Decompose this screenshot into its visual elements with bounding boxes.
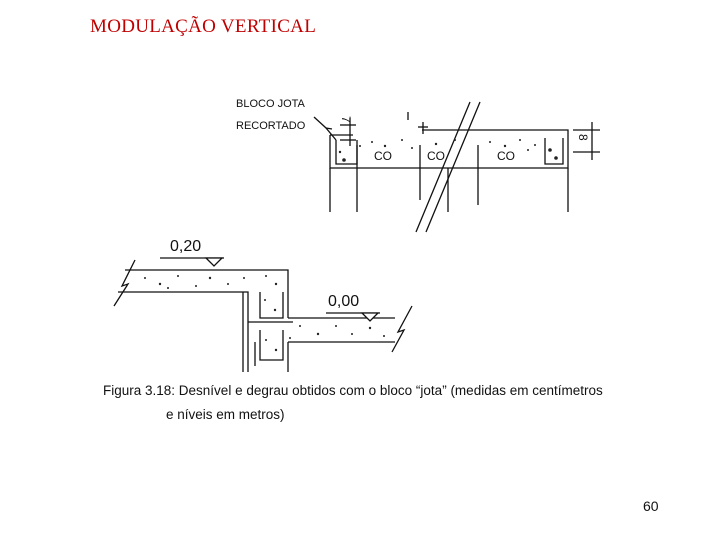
grout-dots bbox=[144, 139, 558, 351]
label-bloco-jota: BLOCO JOTA bbox=[236, 98, 305, 110]
label-recortado: RECORTADO bbox=[236, 120, 306, 132]
label-level-low: 0,00 bbox=[328, 293, 360, 310]
level-marker-low bbox=[326, 313, 380, 321]
break-lines bbox=[416, 102, 480, 232]
dim-8-line bbox=[573, 122, 600, 160]
top-block-course bbox=[330, 130, 568, 212]
label-co-1: CO bbox=[374, 149, 392, 163]
slide-title: MODULAÇÃO VERTICAL bbox=[90, 16, 317, 37]
label-dim-7: 7 bbox=[339, 116, 353, 123]
figure-caption-line1: Figura 3.18: Desnível e degrau obtidos com o bloco “jota” (medidas em centímetros bbox=[103, 383, 603, 398]
label-co-2: CO bbox=[427, 149, 445, 163]
label-co-3: CO bbox=[497, 149, 515, 163]
leader-recortado bbox=[314, 117, 336, 140]
level-marker-high bbox=[160, 258, 224, 266]
page-number: 60 bbox=[643, 498, 659, 514]
label-dim-8: 8 bbox=[576, 134, 590, 141]
figure-caption-line2: e níveis em metros) bbox=[166, 407, 285, 422]
label-level-high: 0,20 bbox=[170, 238, 202, 255]
